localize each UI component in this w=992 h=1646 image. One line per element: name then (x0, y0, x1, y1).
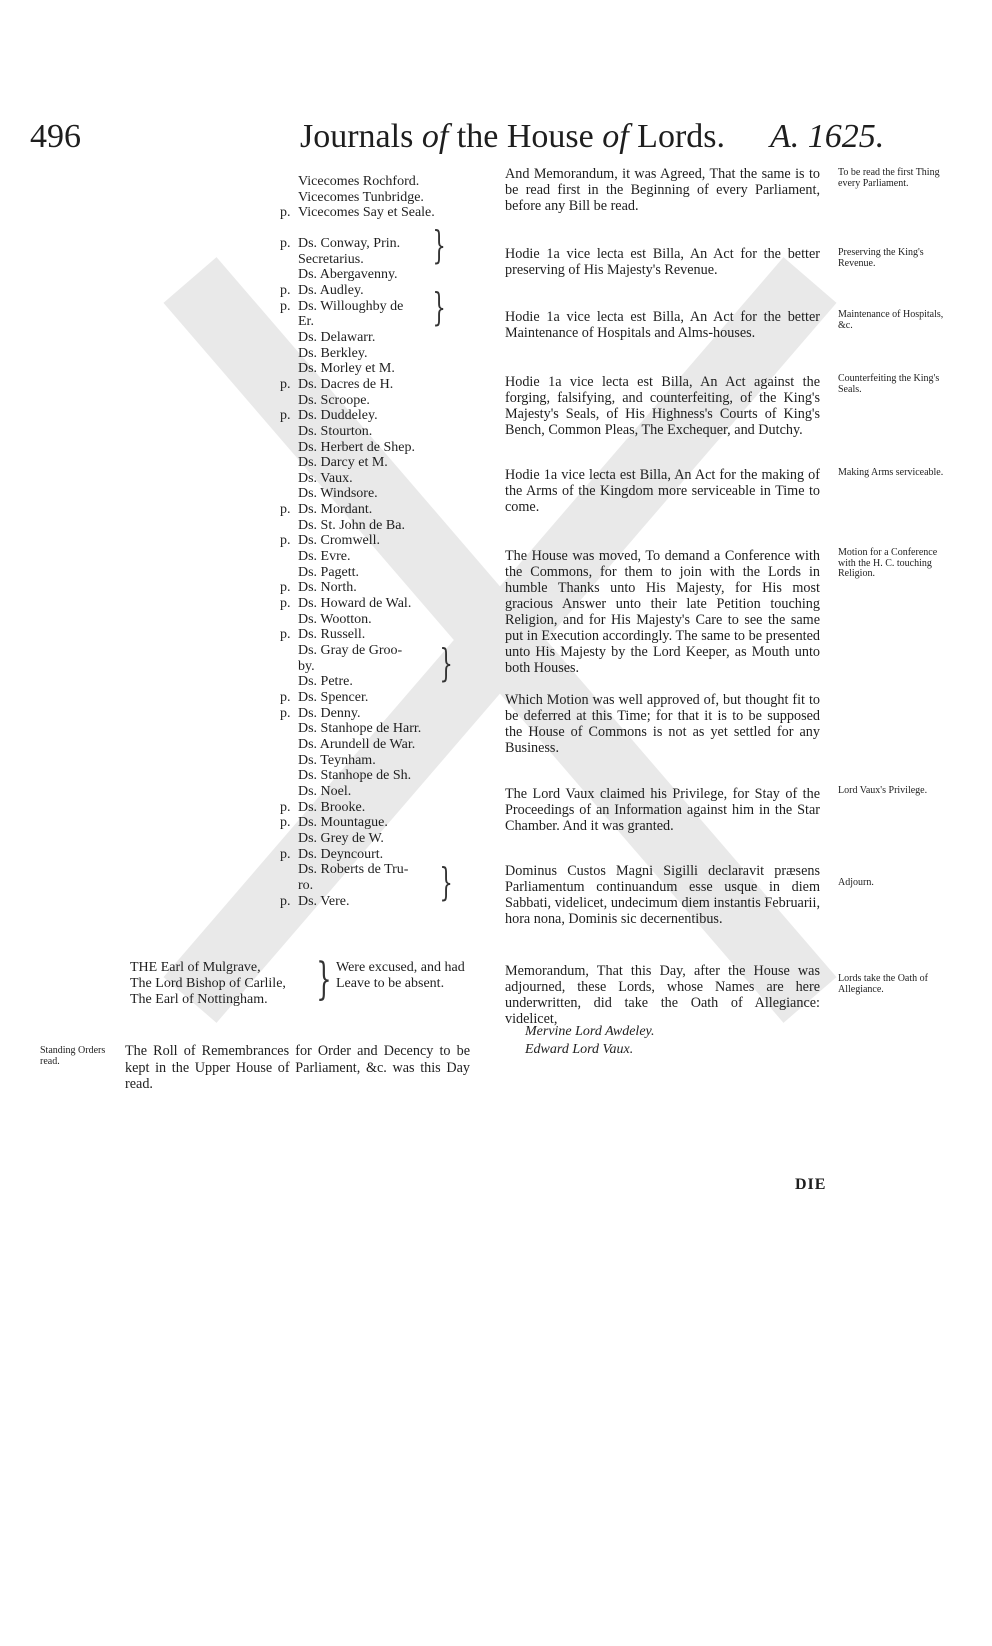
title-part: Journals (300, 118, 422, 155)
presence-mark (280, 486, 298, 502)
presence-mark (280, 393, 298, 409)
lord-name: Secretarius. (298, 251, 364, 267)
presence-mark: p. (280, 235, 291, 251)
entry-3: Hodie 1a vice lecta est Billa, An Act against the forging, falsifying, and counterfeiting, of the King's Majesty's Seals, of His Highness's Courts of King's Bench, Common Pleas, The Exchequer, and Dutchy. (505, 374, 820, 438)
lord-name: Ds. Wootton. (298, 611, 372, 627)
presence-mark (280, 862, 298, 878)
attendance-row (280, 690, 480, 706)
lord-name: Ds. Arundell de War. (298, 736, 416, 752)
presence-mark: p. (280, 705, 291, 721)
lord-name: Ds. Stanhope de Harr. (298, 721, 422, 737)
attendance-row (280, 549, 480, 565)
presence-mark (280, 721, 298, 737)
lord-name: Er. (298, 314, 314, 330)
attendance-row (280, 440, 480, 456)
excused-names (130, 954, 332, 1008)
lord-name: Ds. Gray de Groo- (298, 643, 403, 659)
presence-mark (280, 753, 298, 769)
attendance-row (280, 299, 480, 315)
attendance-row (280, 831, 480, 847)
lord-name: Vicecomes Say et Seale. (298, 205, 435, 221)
attendance-row (280, 267, 480, 283)
lord-name: Ds. Stourton. (298, 423, 373, 439)
title-part (594, 118, 603, 155)
attendance-row (280, 190, 480, 206)
attendance-row (280, 518, 480, 534)
attendance-row (280, 455, 480, 471)
margin-note: Lord Vaux's Privilege. (838, 785, 928, 796)
presence-mark (280, 440, 298, 456)
entry-9: Memorandum, That this Day, after the House was adjourned, these Lords, whose Names are here underwritten, did take the Oath of Allegiance: videlicet, (505, 963, 820, 1027)
presence-mark: p. (280, 376, 291, 392)
presence-mark: p. (280, 298, 291, 314)
entry-1: Hodie 1a vice lecta est Billa, An Act for the better preserving of His Majesty's Revenue. (505, 246, 820, 278)
lord-name: ro. (298, 877, 314, 893)
attendance-row (280, 753, 480, 769)
lord-name: by. (298, 658, 315, 674)
presence-mark: p. (280, 815, 291, 831)
page-number: 496 (30, 118, 81, 155)
entry-2: Hodie 1a vice lecta est Billa, An Act for the better Maintenance of Hospitals and Alms-houses. (505, 309, 820, 341)
lord-name: Ds. Mordant. (298, 502, 373, 518)
presence-mark (280, 768, 298, 784)
lord-name: Ds. Delawarr. (298, 329, 376, 345)
lord-name: Ds. Dacres de H. (298, 376, 394, 392)
title-part: of (421, 118, 449, 155)
lord-name: Ds. Spencer. (298, 690, 369, 705)
lord-name: Ds. Stanhope de Sh. (298, 768, 412, 784)
attendance-row (280, 612, 480, 628)
margin-note: Maintenance of Hospitals, &c. (838, 309, 944, 331)
roll-entry: The Roll of Remembrances for Order and Decency to be kept in the Upper House of Parliament, &c. was this Day read. (125, 1043, 470, 1092)
presence-mark: p. (280, 408, 291, 424)
lord-name: Ds. Russell. (298, 627, 366, 643)
presence-mark (280, 674, 298, 690)
presence-mark: p. (280, 205, 291, 221)
attendance-row (280, 737, 480, 753)
catchword: DIE (795, 1176, 827, 1193)
presence-mark (280, 831, 298, 847)
excused-text: Were excused, and had Leave to be absent. (336, 960, 465, 991)
entry-4: Hodie 1a vice lecta est Billa, An Act for the making of the Arms of the Kingdom more serviceable in Time to come. (505, 467, 820, 515)
presence-mark: p. (280, 627, 291, 643)
attendance-row (280, 471, 480, 487)
margin-note: Preserving the King's Revenue. (838, 247, 924, 269)
presence-mark (280, 784, 298, 800)
presence-mark: p. (280, 690, 291, 705)
entry-0: And Memorandum, it was Agreed, That the same is to be read first in the Beginning of every Parliament, before any Bill be read. (505, 166, 820, 214)
lord-name: Ds. Mountague. (298, 815, 388, 831)
presence-mark (280, 314, 298, 330)
attendance-row (280, 565, 480, 581)
attendance-row (280, 424, 480, 440)
attendance-row (280, 768, 480, 784)
presence-mark (280, 878, 298, 894)
presence-mark (280, 518, 298, 534)
presence-mark: p. (280, 799, 291, 815)
presence-mark (280, 221, 298, 236)
excused-name: The Earl of Nottingham. (130, 992, 268, 1007)
margin-note: Motion for a Conference with the H. C. touching Religion. (838, 547, 938, 579)
page-title (300, 118, 725, 156)
presence-mark (280, 190, 298, 206)
margin-note: Adjourn. (838, 877, 874, 888)
presence-mark: p. (280, 580, 291, 596)
title-part: of (602, 118, 629, 155)
attendance-row (280, 205, 480, 221)
attendance-row (280, 784, 480, 800)
lord-name: Ds. Berkley. (298, 345, 368, 361)
attendance-row (280, 502, 480, 518)
presence-mark (280, 643, 298, 659)
presence-mark (280, 565, 298, 581)
oath-lord: Edward Lord Vaux. (525, 1042, 634, 1057)
attendance-row (280, 361, 480, 377)
lord-name: Ds. Deyncourt. (298, 846, 384, 862)
lord-name: Ds. Vere. (298, 893, 350, 909)
oath-lord: Mervine Lord Awdeley. (525, 1024, 655, 1039)
brace: } (316, 954, 332, 1005)
lord-name: Ds. Duddeley. (298, 408, 378, 424)
margin-note: Lords take the Oath of Allegiance. (838, 973, 928, 995)
attendance-row (280, 283, 480, 299)
entry-8: Dominus Custos Magni Sigilli declaravit præsens Parliamentum continuandum esse usque in diem Sabbati, videlicet, undecimum diem instantis Februarii, hora nona, Dominis sic decernentibus. (505, 863, 820, 927)
title-part: House (506, 118, 594, 155)
lord-name (298, 221, 480, 236)
lord-name: Ds. Audley. (298, 282, 364, 298)
page-year: A. 1625. (770, 118, 885, 155)
margin-note: Making Arms serviceable. (838, 467, 944, 478)
attendance-row (280, 236, 480, 252)
lord-name: Ds. Abergavenny. (298, 267, 398, 283)
presence-mark (280, 424, 298, 440)
presence-mark: p. (280, 846, 291, 862)
lord-name: Ds. Brooke. (298, 799, 366, 815)
lord-name: Ds. Vaux. (298, 470, 353, 486)
lord-name: Ds. Roberts de Tru- (298, 862, 409, 878)
attendance-row (280, 408, 480, 424)
margin-note: To be read the first Thing every Parliament. (838, 167, 940, 189)
attendance-row (280, 706, 480, 722)
entry-6: Which Motion was well approved of, but thought fit to be deferred at this Time; for that it is to be supposed the House of Commons is not as yet settled for any Business. (505, 692, 820, 756)
attendance-row (280, 721, 480, 737)
lord-name: Ds. Denny. (298, 705, 361, 721)
margin-note: Counterfeiting the King's Seals. (838, 373, 940, 395)
lord-name: Ds. Morley et M. (298, 361, 395, 377)
attendance-row (280, 486, 480, 502)
presence-mark: p. (280, 282, 291, 298)
presence-mark: p. (280, 893, 291, 909)
presence-mark (280, 549, 298, 565)
presence-mark: p. (280, 502, 291, 518)
attendance-row (280, 330, 480, 346)
lord-name: Ds. Windsore. (298, 486, 378, 502)
excused-name: THE Earl of Mulgrave, (130, 960, 261, 975)
lord-name: Ds. Noel. (298, 783, 352, 799)
attendance-row (280, 377, 480, 393)
lord-name: Vicecomes Tunbridge. (298, 189, 424, 205)
brace: } (432, 285, 446, 329)
lord-name: Ds. Herbert de Shep. (298, 439, 416, 455)
presence-mark (280, 737, 298, 753)
lord-name: Ds. North. (298, 580, 357, 596)
attendance-list (280, 174, 480, 909)
attendance-row (280, 174, 480, 190)
attendance-row (280, 393, 480, 409)
lord-name: Ds. Teynham. (298, 752, 376, 768)
title-part: the (448, 118, 507, 155)
presence-mark (280, 612, 298, 628)
attendance-row (280, 596, 480, 612)
presence-mark (280, 330, 298, 346)
attendance-row (280, 533, 480, 549)
presence-mark: p. (280, 533, 291, 549)
lord-name: Ds. Darcy et M. (298, 455, 388, 471)
presence-mark (280, 346, 298, 362)
attendance-row (280, 314, 480, 330)
presence-mark (280, 361, 298, 377)
lord-name: Ds. Scroope. (298, 392, 370, 408)
entry-7: The Lord Vaux claimed his Privilege, for Stay of the Proceedings of an Information against him in the Star Chamber. And it was granted. (505, 786, 820, 834)
title-part: Lords. (628, 118, 725, 155)
margin-note: Standing Orders read. (40, 1045, 106, 1067)
lord-name: Ds. Conway, Prin. (298, 235, 401, 251)
presence-mark (280, 455, 298, 471)
lord-name: Ds. Evre. (298, 549, 351, 565)
lord-name: Ds. Willoughby de (298, 298, 404, 314)
lord-name: Ds. Cromwell. (298, 533, 381, 549)
attendance-row (280, 815, 480, 831)
attendance-row (280, 800, 480, 816)
presence-mark: p. (280, 596, 291, 612)
presence-mark (280, 471, 298, 487)
presence-mark (280, 252, 298, 268)
lord-name: Vicecomes Rochford. (298, 174, 420, 189)
presence-mark (280, 267, 298, 283)
lord-name: Ds. Grey de W. (298, 830, 384, 846)
presence-mark (280, 174, 298, 190)
attendance-row (280, 252, 480, 268)
attendance-row (280, 346, 480, 362)
brace: } (439, 641, 453, 685)
excused-name: The Lord Bishop of Carlile, (130, 976, 286, 991)
attendance-row (280, 221, 480, 236)
brace: } (439, 860, 453, 904)
lord-name: Ds. St. John de Ba. (298, 517, 405, 533)
lord-name: Ds. Howard de Wal. (298, 596, 412, 612)
lord-name: Ds. Pagett. (298, 564, 360, 580)
lord-name: Ds. Petre. (298, 674, 353, 690)
entry-5: The House was moved, To demand a Conference with the Commons, for them to join with the Lords in humble Thanks unto His Majesty, for His most gracious Answer unto their late Petition touching Religion, and for His Majesty's Care to see the same put in Execution accordingly. The same to be presented unto His Majesty by the Lord Keeper, as Mouth unto both Houses. (505, 548, 820, 676)
attendance-row (280, 580, 480, 596)
presence-mark (280, 659, 298, 675)
brace: } (432, 223, 446, 267)
